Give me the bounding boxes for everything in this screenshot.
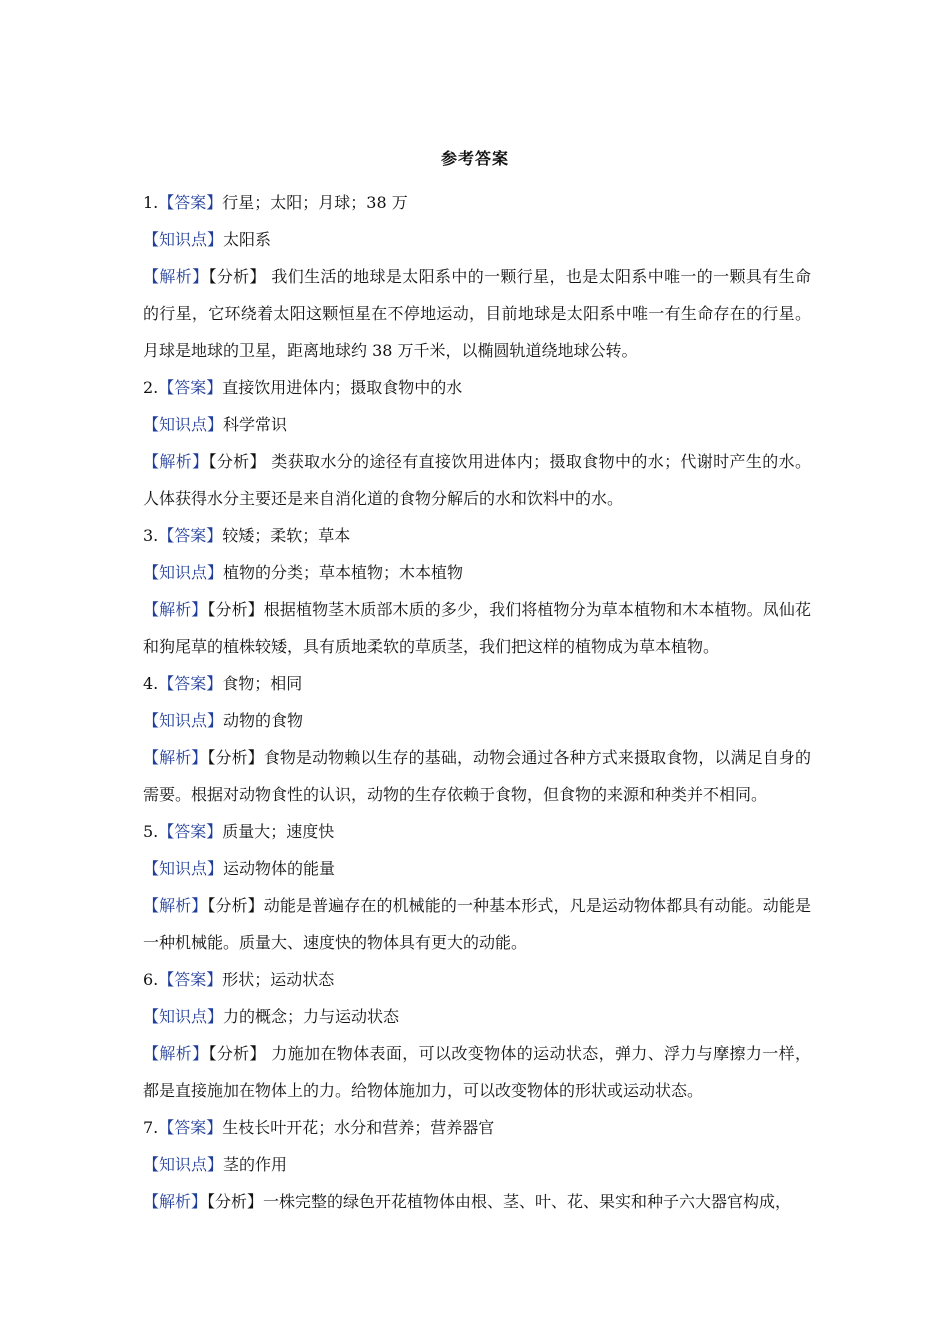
question-number: 7. (143, 1118, 159, 1137)
knowledge-tag: 【知识点】 (143, 711, 224, 730)
knowledge-tag: 【知识点】 (143, 563, 224, 582)
knowledge-text: 力的概念；力与运动状态 (223, 1007, 400, 1026)
fenxi-tag: 【分析】 (208, 267, 266, 286)
answer-text: 形状；运动状态 (222, 970, 335, 989)
answer-tag: 【答案】 (158, 970, 223, 989)
analysis-tag: 【解析】 (143, 1192, 208, 1211)
answer-tag: 【答案】 (158, 526, 223, 545)
answer-line (143, 517, 811, 554)
analysis-tag: 【解析】 (143, 896, 208, 915)
analysis-paragraph (143, 739, 811, 813)
analysis-tag: 【解析】 (143, 1044, 209, 1063)
knowledge-line (143, 702, 811, 739)
question-number: 4. (143, 674, 159, 693)
fenxi-tag: 【分析】 (208, 1044, 266, 1063)
answer-line (143, 1109, 811, 1146)
knowledge-tag: 【知识点】 (143, 1155, 224, 1174)
fenxi-tag: 【分析】 (207, 896, 264, 915)
knowledge-text: 茎的作用 (223, 1155, 288, 1174)
knowledge-text: 动物的食物 (223, 711, 304, 730)
answer-text: 食物；相同 (222, 674, 303, 693)
knowledge-line (143, 998, 811, 1035)
analysis-paragraph (143, 1035, 811, 1109)
fenxi-tag: 【分析】 (208, 452, 266, 471)
answer-line (143, 813, 811, 850)
analysis-paragraph (143, 591, 811, 665)
answer-line (143, 184, 811, 221)
question-number: 6. (143, 970, 159, 989)
knowledge-tag: 【知识点】 (143, 230, 224, 249)
analysis-tag: 【解析】 (143, 748, 208, 767)
analysis-paragraph (143, 1183, 811, 1220)
knowledge-line (143, 406, 811, 443)
fenxi-tag: 【分析】 (207, 1192, 264, 1211)
knowledge-tag: 【知识点】 (143, 859, 224, 878)
analysis-tag: 【解析】 (143, 600, 208, 619)
analysis-paragraph (143, 443, 811, 517)
answer-tag: 【答案】 (158, 822, 223, 841)
answer-tag: 【答案】 (158, 193, 223, 212)
answer-line (143, 369, 811, 406)
answer-list (143, 184, 811, 1220)
analysis-paragraph (143, 258, 811, 369)
analysis-tag: 【解析】 (143, 452, 209, 471)
answer-tag: 【答案】 (158, 674, 223, 693)
page-title: 参考答案 (440, 149, 509, 168)
answer-text: 直接饮用进体内；摄取食物中的水 (222, 378, 463, 397)
question-number: 2. (143, 378, 159, 397)
analysis-paragraph (143, 887, 811, 961)
fenxi-tag: 【分析】 (207, 600, 264, 619)
knowledge-tag: 【知识点】 (143, 415, 224, 434)
answer-tag: 【答案】 (158, 378, 223, 397)
analysis-text: 类获取水分的途径有直接饮用进体内；摄取食物中的水；代谢时产生的水。人体获得水分主要还是来自消化道的食物分解后的水和饮料中的水。 (143, 452, 811, 508)
knowledge-text: 运动物体的能量 (223, 859, 336, 878)
answer-text: 质量大；速度快 (222, 822, 335, 841)
knowledge-text: 植物的分类；草本植物；木本植物 (223, 563, 464, 582)
knowledge-line (143, 1146, 811, 1183)
analysis-text: 动能是普遍存在的机械能的一种基本形式，凡是运动物体都具有动能。动能是一种机械能。质量大、速度快的物体具有更大的动能。 (143, 896, 811, 952)
analysis-text: 力施加在物体表面，可以改变物体的运动状态，弹力、浮力与摩擦力一样，都是直接施加在物体上的力。给物体施加力，可以改变物体的形状或运动状态。 (143, 1044, 811, 1100)
answer-line (143, 665, 811, 702)
answer-text: 较矮；柔软；草本 (222, 526, 351, 545)
analysis-text: 根据植物茎木质部木质的多少，我们将植物分为草本植物和木本植物。凤仙花和狗尾草的植株较矮，具有质地柔软的草质茎，我们把这样的植物成为草本植物。 (143, 600, 811, 656)
answer-tag: 【答案】 (158, 1118, 223, 1137)
fenxi-tag: 【分析】 (207, 748, 264, 767)
answer-text: 生枝长叶开花；水分和营养；营养器官 (222, 1118, 495, 1137)
analysis-text: 我们生活的地球是太阳系中的一颗行星，也是太阳系中唯一的一颗具有生命的行星，它环绕着太阳这颗恒星在不停地运动，目前地球是太阳系中唯一有生命存在的行星。月球是地球的卫星，距离地球约 38 万千米，以椭圆轨道绕地球公转。 (143, 267, 811, 360)
answer-text: 行星；太阳；月球；38 万 (222, 193, 408, 212)
analysis-text: 食物是动物赖以生存的基础，动物会通过各种方式来摄取食物，以满足自身的需要。根据对动物食性的认识，动物的生存依赖于食物，但食物的来源和种类并不相同。 (143, 748, 811, 804)
knowledge-line (143, 850, 811, 887)
analysis-text: 一株完整的绿色开花植物体由根、茎、叶、花、果实和种子六大器官构成， (263, 1192, 792, 1211)
question-number: 3. (143, 526, 159, 545)
analysis-tag: 【解析】 (143, 267, 209, 286)
knowledge-line (143, 554, 811, 591)
knowledge-text: 科学常识 (223, 415, 288, 434)
question-number: 5. (143, 822, 159, 841)
knowledge-text: 太阳系 (223, 230, 272, 249)
knowledge-line (143, 221, 811, 258)
knowledge-tag: 【知识点】 (143, 1007, 224, 1026)
question-number: 1. (143, 193, 159, 212)
answer-line (143, 961, 811, 998)
